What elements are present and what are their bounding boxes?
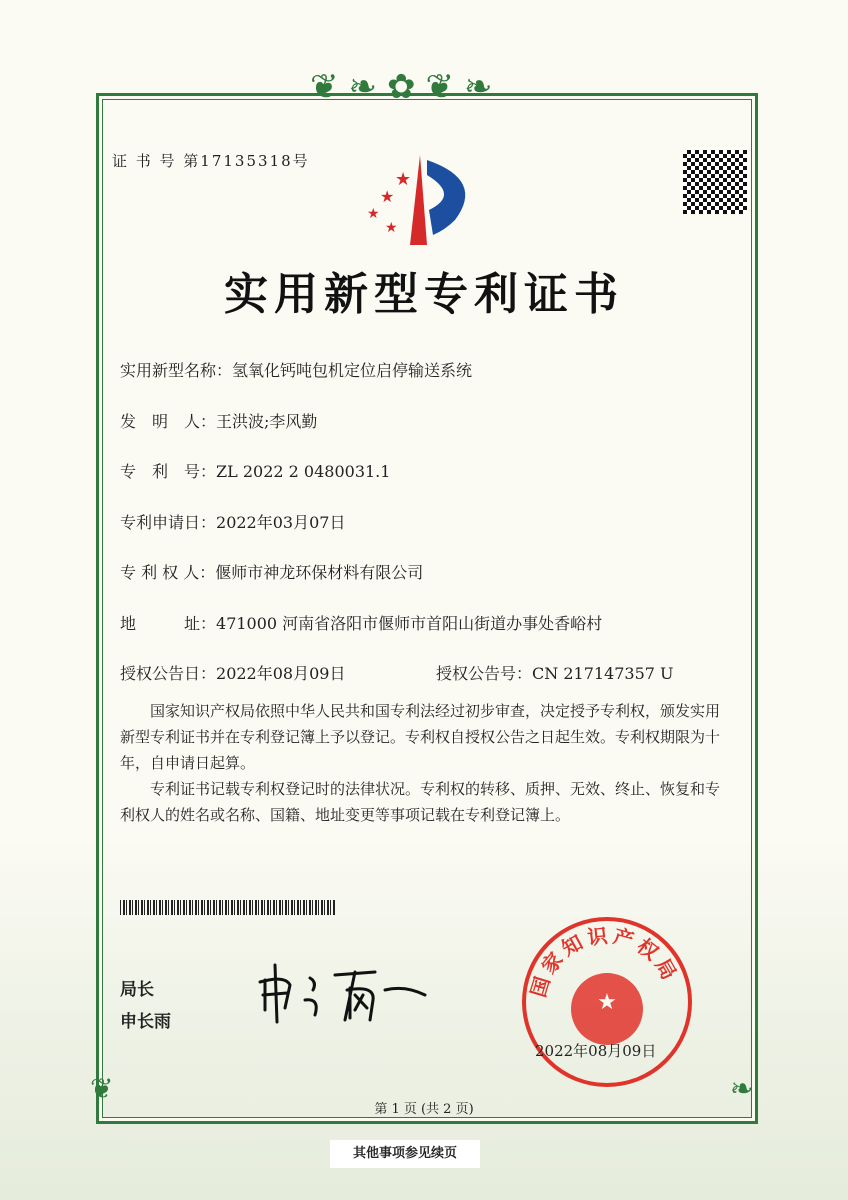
field-value: CN 217147357 U <box>532 664 674 683</box>
corner-ornament-left: ❦ <box>90 1072 114 1105</box>
top-ornament: ❦❧✿❦❧ <box>310 67 503 107</box>
svg-text:★: ★ <box>395 169 412 190</box>
field-utility-model-name <box>120 358 472 381</box>
field-label: 发 明 人： <box>120 412 217 431</box>
page-info: 第 1 页 (共 2 页) <box>374 1102 474 1117</box>
certificate-number: 证 书 号 第17135318号 <box>112 152 310 170</box>
field-grant-date <box>120 661 345 684</box>
field-value: 偃师市神龙环保材料有限公司 <box>215 563 424 582</box>
field-label: 专利申请日： <box>120 513 217 532</box>
cnipa-logo <box>365 150 490 250</box>
field-label: 专 利 号： <box>120 462 217 481</box>
field-label: 授权公告日： <box>120 664 217 683</box>
signatory-name: 申长雨 <box>120 1012 171 1032</box>
field-announcement-number <box>436 661 674 684</box>
field-label: 实用新型名称： <box>120 361 233 380</box>
continuation-note: 其他事项参见续页 <box>330 1140 480 1168</box>
svg-text:★: ★ <box>380 187 395 206</box>
field-value: 王洪波;李风勤 <box>216 412 318 431</box>
qr-code <box>683 150 747 214</box>
field-inventor <box>120 409 317 432</box>
svg-text:★: ★ <box>385 220 398 236</box>
field-patentee <box>120 560 423 583</box>
signatory-title: 局长 <box>120 980 154 1000</box>
field-application-date <box>120 510 345 533</box>
statement-paragraph: 国家知识产权局依照中华人民共和国专利法经过初步审查，决定授予专利权，颁发实用新型专利证书并在专利登记簿上予以登记。专利权自授权公告之日起生效。专利权期限为十年，自申请日起算。 <box>120 702 721 772</box>
corner-ornament-right: ❧ <box>730 1072 754 1105</box>
field-value: 2022年03月07日 <box>216 513 346 532</box>
field-label: 授权公告号： <box>436 664 533 683</box>
field-patent-number <box>120 459 390 482</box>
official-seal <box>522 917 692 1087</box>
statement-paragraph: 专利证书记载专利权登记时的法律状况。专利权的转移、质押、无效、终止、恢复和专利权人的姓名或名称、国籍、地址变更等事项记载在专利登记簿上。 <box>120 780 721 824</box>
certificate-statement <box>120 698 730 828</box>
field-label: 专 利 权 人： <box>120 563 216 582</box>
field-value: 471000 河南省洛阳市偃师市首阳山街道办事处香峪村 <box>216 614 603 633</box>
field-value: ZL 2022 2 0480031.1 <box>216 462 391 481</box>
field-value: 氢氧化钙吨包机定位启停输送系统 <box>232 361 473 380</box>
field-label: 地 址： <box>120 614 217 633</box>
svg-text:★: ★ <box>597 990 617 1015</box>
barcode <box>120 900 335 915</box>
svg-text:★: ★ <box>367 206 380 222</box>
certificate-title: 实用新型专利证书 <box>224 269 624 320</box>
field-address <box>120 611 602 634</box>
seal-date: 2022年08月09日 <box>535 1042 657 1060</box>
handwritten-signature <box>255 960 435 1025</box>
field-value: 2022年08月09日 <box>216 664 346 683</box>
svg-text:国家知识产权局: 国家知识产权局 <box>526 923 684 1000</box>
